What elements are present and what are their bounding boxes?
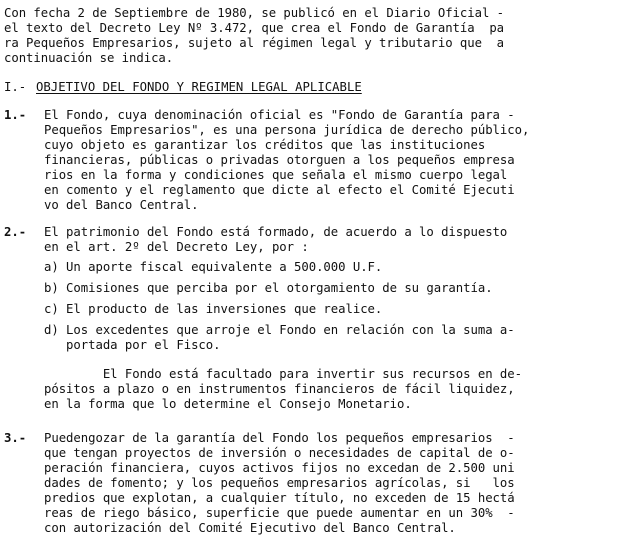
item-3-line-1: Puedengozar de la garantía del Fondo los pequeños empresarios - — [44, 431, 515, 445]
item-2-line-1: El patrimonio del Fondo está formado, de acuerdo a lo dispuesto — [44, 225, 508, 239]
intro-line-4: continuación se indica. — [4, 51, 174, 65]
item-1-line-1: El Fondo, cuya denominación oficial es "Fondo de Garantía para - — [44, 108, 515, 122]
item-1-line-6: en comento y el reglamento que dicte al efecto el Comité Ejecuti — [44, 183, 515, 197]
item-1-line-7: vo del Banco Central. — [44, 198, 199, 212]
item-2-subitem-d-line-1: d) Los excedentes que arroje el Fondo en relación con la suma a- — [44, 323, 515, 337]
item-1-line-3: cuyo objeto es garantizar los créditos que las instituciones — [44, 138, 486, 152]
item-1-line-4: financieras, públicas o privadas otorguen a los pequeños empresa — [44, 153, 515, 167]
item-3-line-4: dades de fomento; y los pequeños empresarios agrícolas, si los — [44, 476, 515, 490]
item-number-2: 2.- — [4, 225, 27, 239]
item-2-closing-line-3: en la forma que lo determine el Consejo Monetario. — [44, 397, 412, 411]
item-2-subitem-a: a) Un aporte fiscal equivalente a 500.000 U.F. — [44, 260, 383, 274]
item-3-line-3: peración financiera, cuyos activos fijos no excedan de 2.500 uni — [44, 461, 515, 475]
item-3-line-7: con autorización del Comité Ejecutivo del Banco Central. — [44, 521, 456, 535]
intro-line-3: ra Pequeños Empresarios, sujeto al régimen legal y tributario que a — [4, 36, 505, 50]
item-2-closing-line-2: pósitos a plazo o en instrumentos financieros de fácil liquidez, — [44, 382, 515, 396]
item-3-line-6: reas de riego básico, superficie que puede aumentar en un 30% - — [44, 506, 515, 520]
item-1-line-5: rios en la forma y condiciones que señala el mismo cuerpo legal — [44, 168, 508, 182]
item-number-3: 3.- — [4, 431, 27, 445]
section-number: I.- — [4, 80, 27, 94]
item-3-line-2: que tengan proyectos de inversión o necesidades de capital de o- — [44, 446, 515, 460]
item-1-line-2: Pequeños Empresarios", es una persona jurídica de derecho público, — [44, 123, 530, 137]
item-2-subitem-c: c) El producto de las inversiones que realice. — [44, 302, 383, 316]
item-2-closing-line-1: El Fondo está facultado para invertir sus recursos en de- — [44, 367, 522, 381]
intro-line-2: el texto del Decreto Ley Nº 3.472, que crea el Fondo de Garantía pa — [4, 21, 505, 35]
section-title: OBJETIVO DEL FONDO Y REGIMEN LEGAL APLICABLE — [36, 80, 362, 94]
item-2-line-2: en el art. 2º del Decreto Ley, por : — [44, 240, 309, 254]
item-2-subitem-b: b) Comisiones que perciba por el otorgamiento de su garantía. — [44, 281, 493, 295]
intro-line-1: Con fecha 2 de Septiembre de 1980, se publicó en el Diario Oficial - — [4, 6, 505, 20]
item-2-subitem-d-line-2: portada por el Fisco. — [44, 338, 221, 352]
item-3-line-5: predios que explotan, a cualquier título, no exceden de 15 hectá — [44, 491, 515, 505]
item-number-1: 1.- — [4, 108, 27, 122]
